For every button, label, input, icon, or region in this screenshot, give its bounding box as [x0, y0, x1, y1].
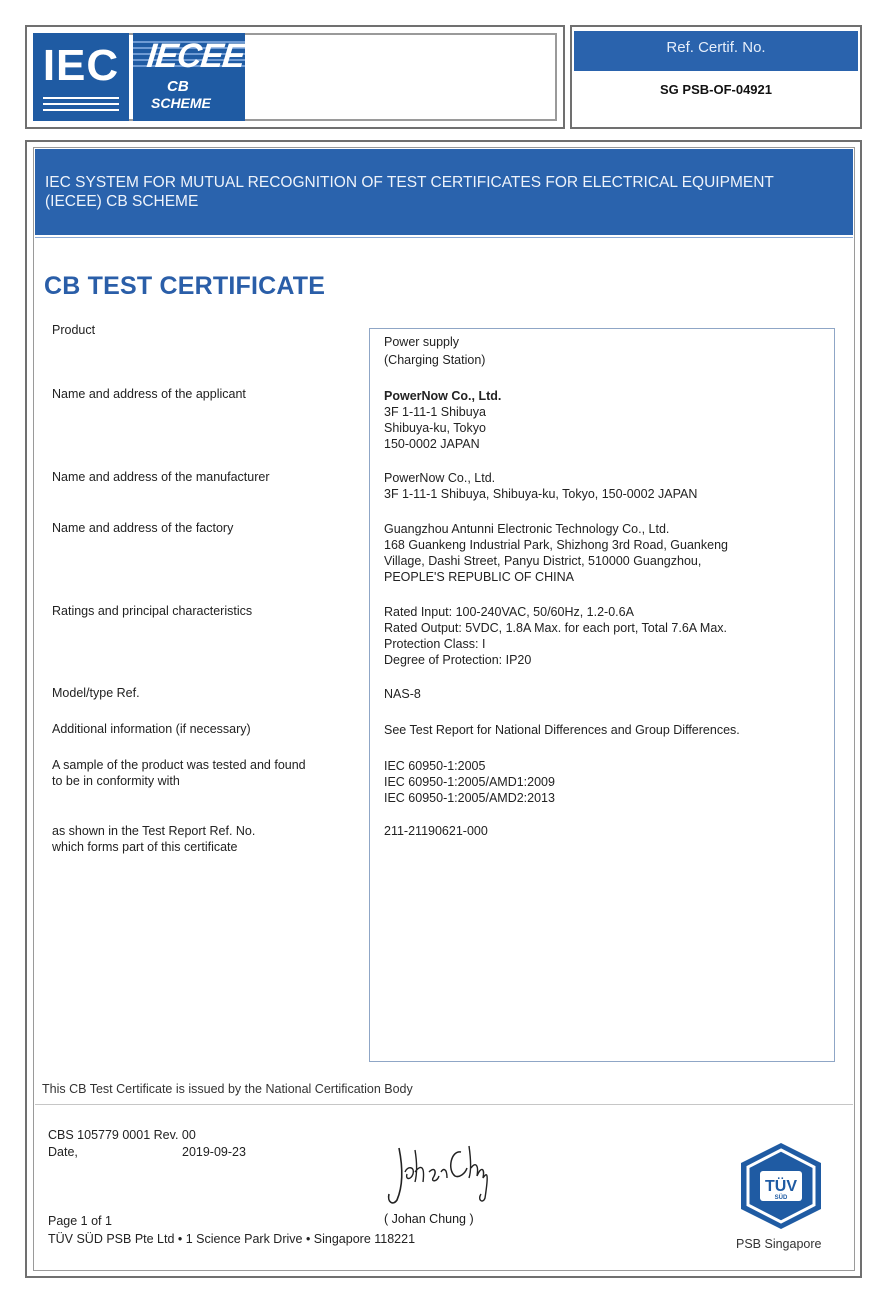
manufacturer-line: PowerNow Co., Ltd. [384, 471, 496, 485]
factory-line: 168 Guankeng Industrial Park, Shizhong 3rd Road, Guankeng [384, 538, 728, 552]
signature [385, 1138, 495, 1210]
psb-singapore-label: PSB Singapore [736, 1237, 822, 1251]
standard-line: IEC 60950-1:2005 [384, 759, 486, 773]
standards-value [384, 758, 555, 806]
iecee-logo-text: IECEE [145, 37, 247, 75]
banner-divider [35, 237, 853, 238]
applicant-name: PowerNow Co., Ltd. [384, 389, 502, 403]
ratings-line: Degree of Protection: IP20 [384, 653, 532, 667]
ref-number: SG PSB-OF-04921 [660, 82, 772, 97]
applicant-address-line: Shibuya-ku, Tokyo [384, 421, 486, 435]
manufacturer-label: Name and address of the manufacturer [52, 470, 270, 484]
issued-by-statement: This CB Test Certificate is issued by the National Certification Body [42, 1082, 413, 1096]
ratings-line: Rated Output: 5VDC, 1.8A Max. for each port, Total 7.6A Max. [384, 621, 728, 635]
banner-line-2: (IECEE) CB SCHEME [45, 193, 199, 210]
model-value: NAS-8 [384, 687, 421, 701]
cbs-number: CBS 105779 0001 Rev. 00 [48, 1128, 196, 1142]
banner-line-1: IEC SYSTEM FOR MUTUAL RECOGNITION OF TEST CERTIFICATES FOR ELECTRICAL EQUIPMENT [45, 174, 774, 191]
report-label-line: as shown in the Test Report Ref. No. [52, 824, 256, 838]
tuv-logo-text: TÜV [765, 1178, 797, 1195]
factory-value [384, 521, 728, 585]
signatory-name: ( Johan Chung ) [384, 1212, 474, 1226]
applicant-value [384, 388, 501, 452]
manufacturer-value [384, 470, 697, 502]
sud-logo-text: SÜD [774, 1195, 788, 1201]
applicant-address-line: 3F 1-11-1 Shibuya [384, 405, 486, 419]
footer-address: TÜV SÜD PSB Pte Ltd • 1 Science Park Drive • Singapore 118221 [48, 1232, 416, 1246]
product-label: Product [52, 323, 96, 337]
factory-label: Name and address of the factory [52, 521, 234, 535]
tuv-sud-logo-icon [733, 1141, 829, 1231]
report-number: 211-21190621-000 [384, 824, 488, 838]
additional-info-label: Additional information (if necessary) [52, 722, 251, 736]
standard-line: IEC 60950-1:2005/AMD2:2013 [384, 791, 555, 805]
applicant-address-line: 150-0002 JAPAN [384, 437, 480, 451]
conformity-label-line: to be in conformity with [52, 774, 180, 788]
applicant-label: Name and address of the applicant [52, 387, 246, 401]
product-line: (Charging Station) [384, 353, 486, 367]
date-label: Date, [48, 1145, 78, 1159]
additional-info-value: See Test Report for National Differences and Group Differences. [384, 723, 740, 737]
date-value: 2019-09-23 [182, 1145, 246, 1159]
cb-logo-text: CB [167, 78, 189, 95]
iecee-cb-scheme-logo [133, 33, 245, 121]
factory-line: PEOPLE'S REPUBLIC OF CHINA [384, 570, 574, 584]
conformity-label [52, 757, 306, 789]
ref-label: Ref. Certif. No. [574, 31, 858, 71]
standard-line: IEC 60950-1:2005/AMD1:2009 [384, 775, 555, 789]
factory-line: Guangzhou Antunni Electronic Technology Co., Ltd. [384, 522, 670, 536]
report-label [52, 823, 255, 855]
ratings-line: Protection Class: I [384, 637, 486, 651]
manufacturer-line: 3F 1-11-1 Shibuya, Shibuya-ku, Tokyo, 150-0002 JAPAN [384, 487, 698, 501]
iec-logo-text: IEC [42, 41, 120, 90]
page-number: Page 1 of 1 [48, 1214, 112, 1228]
page-title: CB TEST CERTIFICATE [44, 272, 326, 300]
ratings-line: Rated Input: 100-240VAC, 50/60Hz, 1.2-0.6A [384, 605, 634, 619]
scheme-banner [35, 149, 853, 235]
report-label-line: which forms part of this certificate [52, 840, 238, 854]
scheme-logo-text: SCHEME [151, 95, 211, 111]
ratings-label: Ratings and principal characteristics [52, 604, 253, 618]
issued-divider [35, 1104, 853, 1105]
conformity-label-line: A sample of the product was tested and found [52, 758, 306, 772]
product-line: Power supply [384, 335, 460, 349]
factory-line: Village, Dashi Street, Panyu District, 510000 Guangzhou, [384, 554, 702, 568]
ratings-value [384, 604, 727, 668]
model-label: Model/type Ref. [52, 686, 140, 700]
iec-logo [33, 33, 129, 121]
product-value [384, 334, 485, 368]
